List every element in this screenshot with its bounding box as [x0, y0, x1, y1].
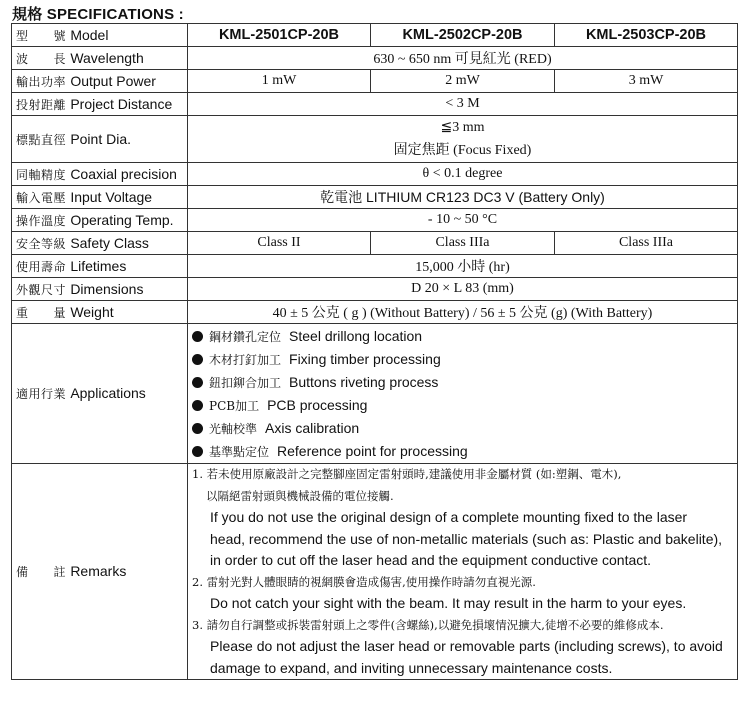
- row-label: [12, 93, 188, 116]
- applications-row: [12, 324, 738, 464]
- model-name: KML-2501CP-20B: [188, 24, 371, 47]
- output-power-row: [12, 70, 738, 93]
- remark-line: 1. 若未使用原廠設計之完整腳座固定雷射頭時,建議使用非金屬材質 (如:塑鋼、電木),: [192, 467, 622, 481]
- remark-line: in order to cut off the laser head and the equipment conductive contact.: [210, 552, 652, 568]
- label-zh: 重 量: [16, 305, 67, 320]
- row-label: [12, 324, 188, 464]
- row-label: [12, 186, 188, 209]
- dimensions-row: [12, 278, 738, 301]
- remark-line: 2. 雷射光對人體眼睛的視網膜會造成傷害,使用操作時請勿直視光源.: [192, 574, 536, 589]
- row-label: [12, 116, 188, 163]
- bullet-icon: [192, 377, 203, 388]
- applications-list: [188, 324, 738, 464]
- row-label: [12, 464, 188, 680]
- input-voltage-value: 乾電池 LITHIUM CR123 DC3 V (Battery Only): [188, 186, 738, 209]
- label-en: Remarks: [70, 563, 127, 579]
- label-en: Weight: [70, 303, 114, 320]
- label-zh: 安全等級: [16, 236, 67, 251]
- point-dia-focus: 固定焦距 (Focus Fixed): [393, 143, 532, 158]
- list-item: 基準點定位 Reference point for processing: [192, 440, 733, 463]
- label-zh: 同軸精度: [16, 167, 67, 182]
- safety-class-value: Class II: [188, 232, 371, 255]
- model-name: KML-2502CP-20B: [371, 24, 555, 47]
- label-zh: 型 號: [16, 28, 67, 43]
- label-zh: 外觀尺寸: [16, 282, 67, 297]
- label-zh: 適用行業: [16, 387, 67, 401]
- operating-temp-row: [12, 209, 738, 232]
- model-row: [12, 24, 738, 47]
- row-label: [12, 24, 188, 47]
- row-label: [12, 163, 188, 186]
- label-en: Wavelength: [70, 49, 144, 66]
- coaxial-row: [12, 163, 738, 186]
- row-label: [12, 232, 188, 255]
- bullet-icon: [192, 331, 203, 342]
- wavelength-value: 630 ~ 650 nm 可見紅光 (RED): [188, 47, 738, 70]
- dimensions-value: D 20 × L 83 (mm): [188, 278, 738, 301]
- remark-line: Please do not adjust the laser head or removable parts (including screws), to avoid: [210, 638, 723, 654]
- page-title: 規格 SPECIFICATIONS :: [12, 6, 184, 23]
- bullet-icon: [192, 423, 203, 434]
- model-name: KML-2503CP-20B: [555, 24, 738, 47]
- safety-class-value: Class IIIa: [371, 232, 555, 255]
- label-en: Applications: [70, 385, 146, 401]
- project-distance-row: [12, 93, 738, 116]
- list-item: 木材打釘加工 Fixing timber processing: [192, 348, 733, 371]
- row-label: [12, 278, 188, 301]
- coaxial-value: θ < 0.1 degree: [188, 163, 738, 186]
- output-power-value: 1 mW: [188, 70, 371, 93]
- row-label: [12, 70, 188, 93]
- label-zh: 標點直徑: [16, 132, 67, 147]
- lifetimes-value: 15,000 小時 (hr): [188, 255, 738, 278]
- point-dia-row: [12, 116, 738, 163]
- weight-row: [12, 301, 738, 324]
- label-en: Output Power: [70, 72, 156, 89]
- safety-class-row: [12, 232, 738, 255]
- label-en: Lifetimes: [70, 257, 127, 274]
- safety-class-value: Class IIIa: [555, 232, 738, 255]
- label-zh: 備 註: [16, 565, 67, 579]
- bullet-icon: [192, 400, 203, 411]
- wavelength-row: [12, 47, 738, 70]
- label-zh: 輸入電壓: [16, 190, 67, 205]
- label-en: Project Distance: [70, 95, 173, 112]
- point-dia-size: ≦3 mm: [440, 120, 485, 135]
- row-label: [12, 301, 188, 324]
- label-en: Coaxial precision: [70, 165, 177, 182]
- remark-line: damage to expand, and inviting unnecessary maintenance costs.: [210, 659, 613, 676]
- point-dia-value: [188, 116, 738, 163]
- weight-value: 40 ± 5 公克 ( g ) (Without Battery) / 56 ± 5 公克 (g) (With Battery): [188, 301, 738, 324]
- remarks-text: [188, 464, 738, 680]
- remark-line: 3. 請勿自行調整或拆裝雷射頭上之零件(含螺絲),以避免損壞情況擴大,徒增不必要的維修成本.: [192, 617, 664, 632]
- remarks-row: [12, 464, 738, 680]
- list-item: 鈕扣鉚合加工 Buttons riveting process: [192, 371, 733, 394]
- project-distance-value: < 3 M: [188, 93, 738, 116]
- list-item: 鋼材鑽孔定位 Steel drillong location: [192, 325, 733, 348]
- list-item: PCB加工 PCB processing: [192, 394, 733, 417]
- label-zh: 操作溫度: [16, 213, 67, 228]
- label-en: Safety Class: [70, 234, 149, 251]
- row-label: [12, 209, 188, 232]
- lifetimes-row: [12, 255, 738, 278]
- label-zh: 投射距離: [16, 97, 67, 112]
- remark-line: Do not catch your sight with the beam. It may result in the harm to your eyes.: [210, 595, 687, 611]
- output-power-value: 2 mW: [371, 70, 555, 93]
- label-zh: 輸出功率: [16, 74, 67, 89]
- row-label: [12, 47, 188, 70]
- label-en: Dimensions: [70, 280, 144, 297]
- label-zh: 波 長: [16, 51, 67, 66]
- input-voltage-row: [12, 186, 738, 209]
- label-en: Operating Temp.: [70, 211, 174, 228]
- operating-temp-value: - 10 ~ 50 °C: [188, 209, 738, 232]
- remark-line: 以隔絕雷射頭與機械設備的電位接觸.: [206, 488, 394, 503]
- label-zh: 使用壽命: [16, 259, 67, 274]
- label-en: Model: [70, 26, 109, 43]
- remark-line: If you do not use the original design of a complete mounting fixed to the laser: [210, 509, 688, 525]
- bullet-icon: [192, 446, 203, 457]
- output-power-value: 3 mW: [555, 70, 738, 93]
- spec-table: [11, 23, 738, 680]
- label-en: Point Dia.: [70, 130, 132, 147]
- row-label: [12, 255, 188, 278]
- remark-line: head, recommend the use of non-metallic materials (such as: Plastic and bakelite),: [210, 530, 723, 547]
- label-en: Input Voltage: [70, 188, 153, 205]
- bullet-icon: [192, 354, 203, 365]
- list-item: 光軸校準 Axis calibration: [192, 417, 733, 440]
